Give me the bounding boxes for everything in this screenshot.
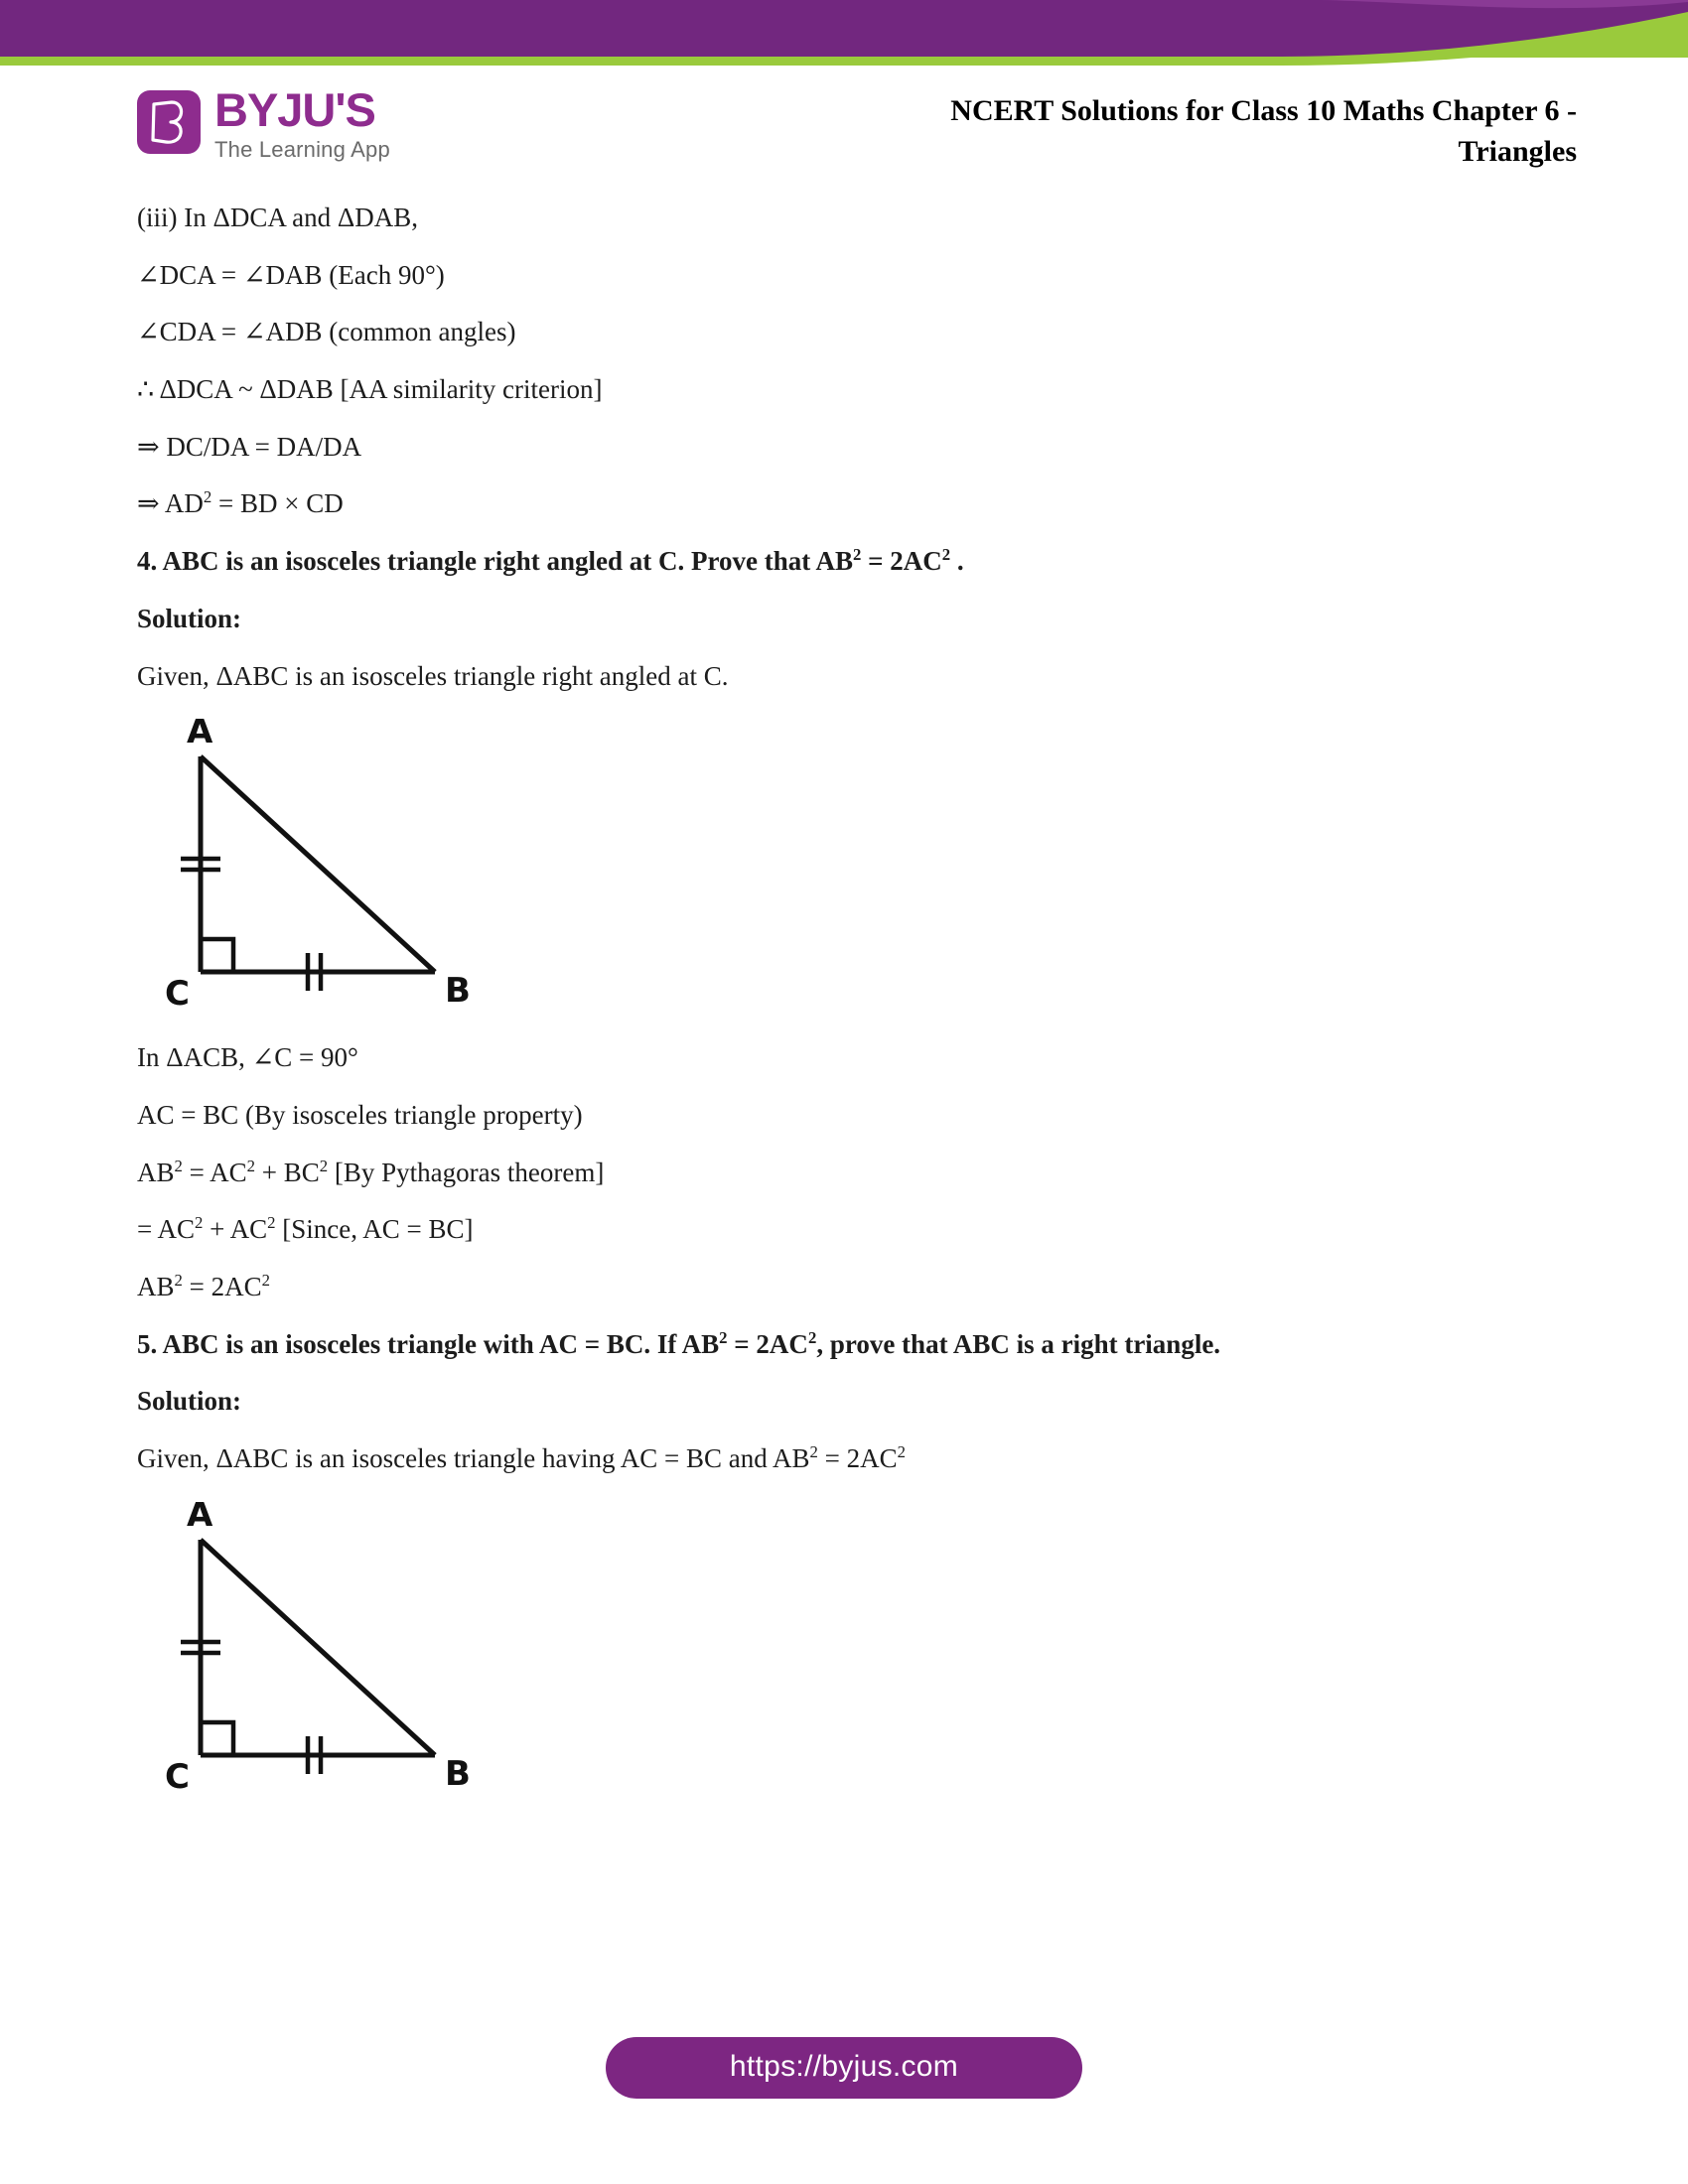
text-line-ac-eq-bc: AC = BC (By isosceles triangle property) [137,1099,583,1130]
text-line-result-ab2: $AB^2 = 2AC^2$ [137,1270,270,1301]
vertex-label-a-1: A [187,719,213,752]
document-body [137,204,1567,1827]
page-title-line-2: Triangles [1458,134,1577,168]
triangle-diagram-1 [159,719,487,1017]
byjus-b-glyph-icon [150,100,184,144]
solution-label-5: Solution: [137,1386,242,1417]
byjus-wordmark: BYJU'S [214,83,375,136]
text-line-iii-intro: (iii) In ΔDCA and ΔDAB, [137,203,418,232]
segment-ab-1 [201,756,435,972]
page-title [822,91,1577,172]
byjus-url-button[interactable]: https://byjus.com [606,2037,1082,2099]
text-line-similarity: ∴ ΔDCA ~ ΔDAB [AA similarity criterion] [137,374,603,405]
text-line-in-acb: In ΔACB, ∠C = 90° [137,1042,358,1073]
vertex-label-b-1: B [445,971,471,1012]
right-angle-marker-1 [201,939,233,972]
vertex-label-b-2: B [445,1753,471,1794]
vertex-label-c-2: C [165,1756,190,1797]
page-title-line-1: NCERT Solutions for Class 10 Maths Chapter 6 - [950,94,1577,127]
question-5: 5. ABC is an isosceles triangle with AC = BC. If $AB^2 = 2AC^2$, prove that ABC is a right triangle. [137,1327,1221,1359]
solution-label-4: Solution: [137,603,242,633]
given-statement-4: Given, ΔABC is an isosceles triangle right angled at C. [137,660,729,691]
right-angle-marker-2 [201,1722,233,1755]
triangle-diagram-2 [159,1502,487,1800]
question-4: 4. ABC is an isosceles triangle right angled at C. Prove that $AB^2 = 2AC^2$ . [137,545,964,577]
byjus-logo-icon [137,90,201,154]
vertex-label-c-1: C [165,974,190,1015]
page-footer [0,2037,1688,2099]
figure-triangle-abc-1 [137,719,1567,1022]
segment-ab-2 [201,1540,435,1755]
page-header [0,66,1688,170]
text-line-angle-dca: ∠DCA = ∠DAB (Each 90°) [137,259,445,290]
byjus-logo [137,83,390,163]
text-line-ad-squared: ⇒ $AD^2$ = BD × CD [137,487,344,519]
text-line-pythagoras: $AB^2 = AC^2 + BC^2$ [By Pythagoras theorem] [137,1156,605,1187]
text-line-substitute: = $AC^2 + AC^2$ [Since, AC = BC] [137,1213,474,1245]
purple-band [0,0,1688,57]
given-statement-5: Given, ΔABC is an isosceles triangle having AC = BC and $AB^2 = 2AC^2$ [137,1442,907,1473]
byjus-tagline: The Learning App [214,137,390,163]
figure-triangle-abc-2 [137,1502,1567,1805]
text-line-ratio: ⇒ DC/DA = DA/DA [137,431,362,462]
text-line-angle-cda: ∠CDA = ∠ADB (common angles) [137,317,516,347]
vertex-label-a-2: A [187,1501,213,1535]
byjus-logo-text [214,83,390,163]
